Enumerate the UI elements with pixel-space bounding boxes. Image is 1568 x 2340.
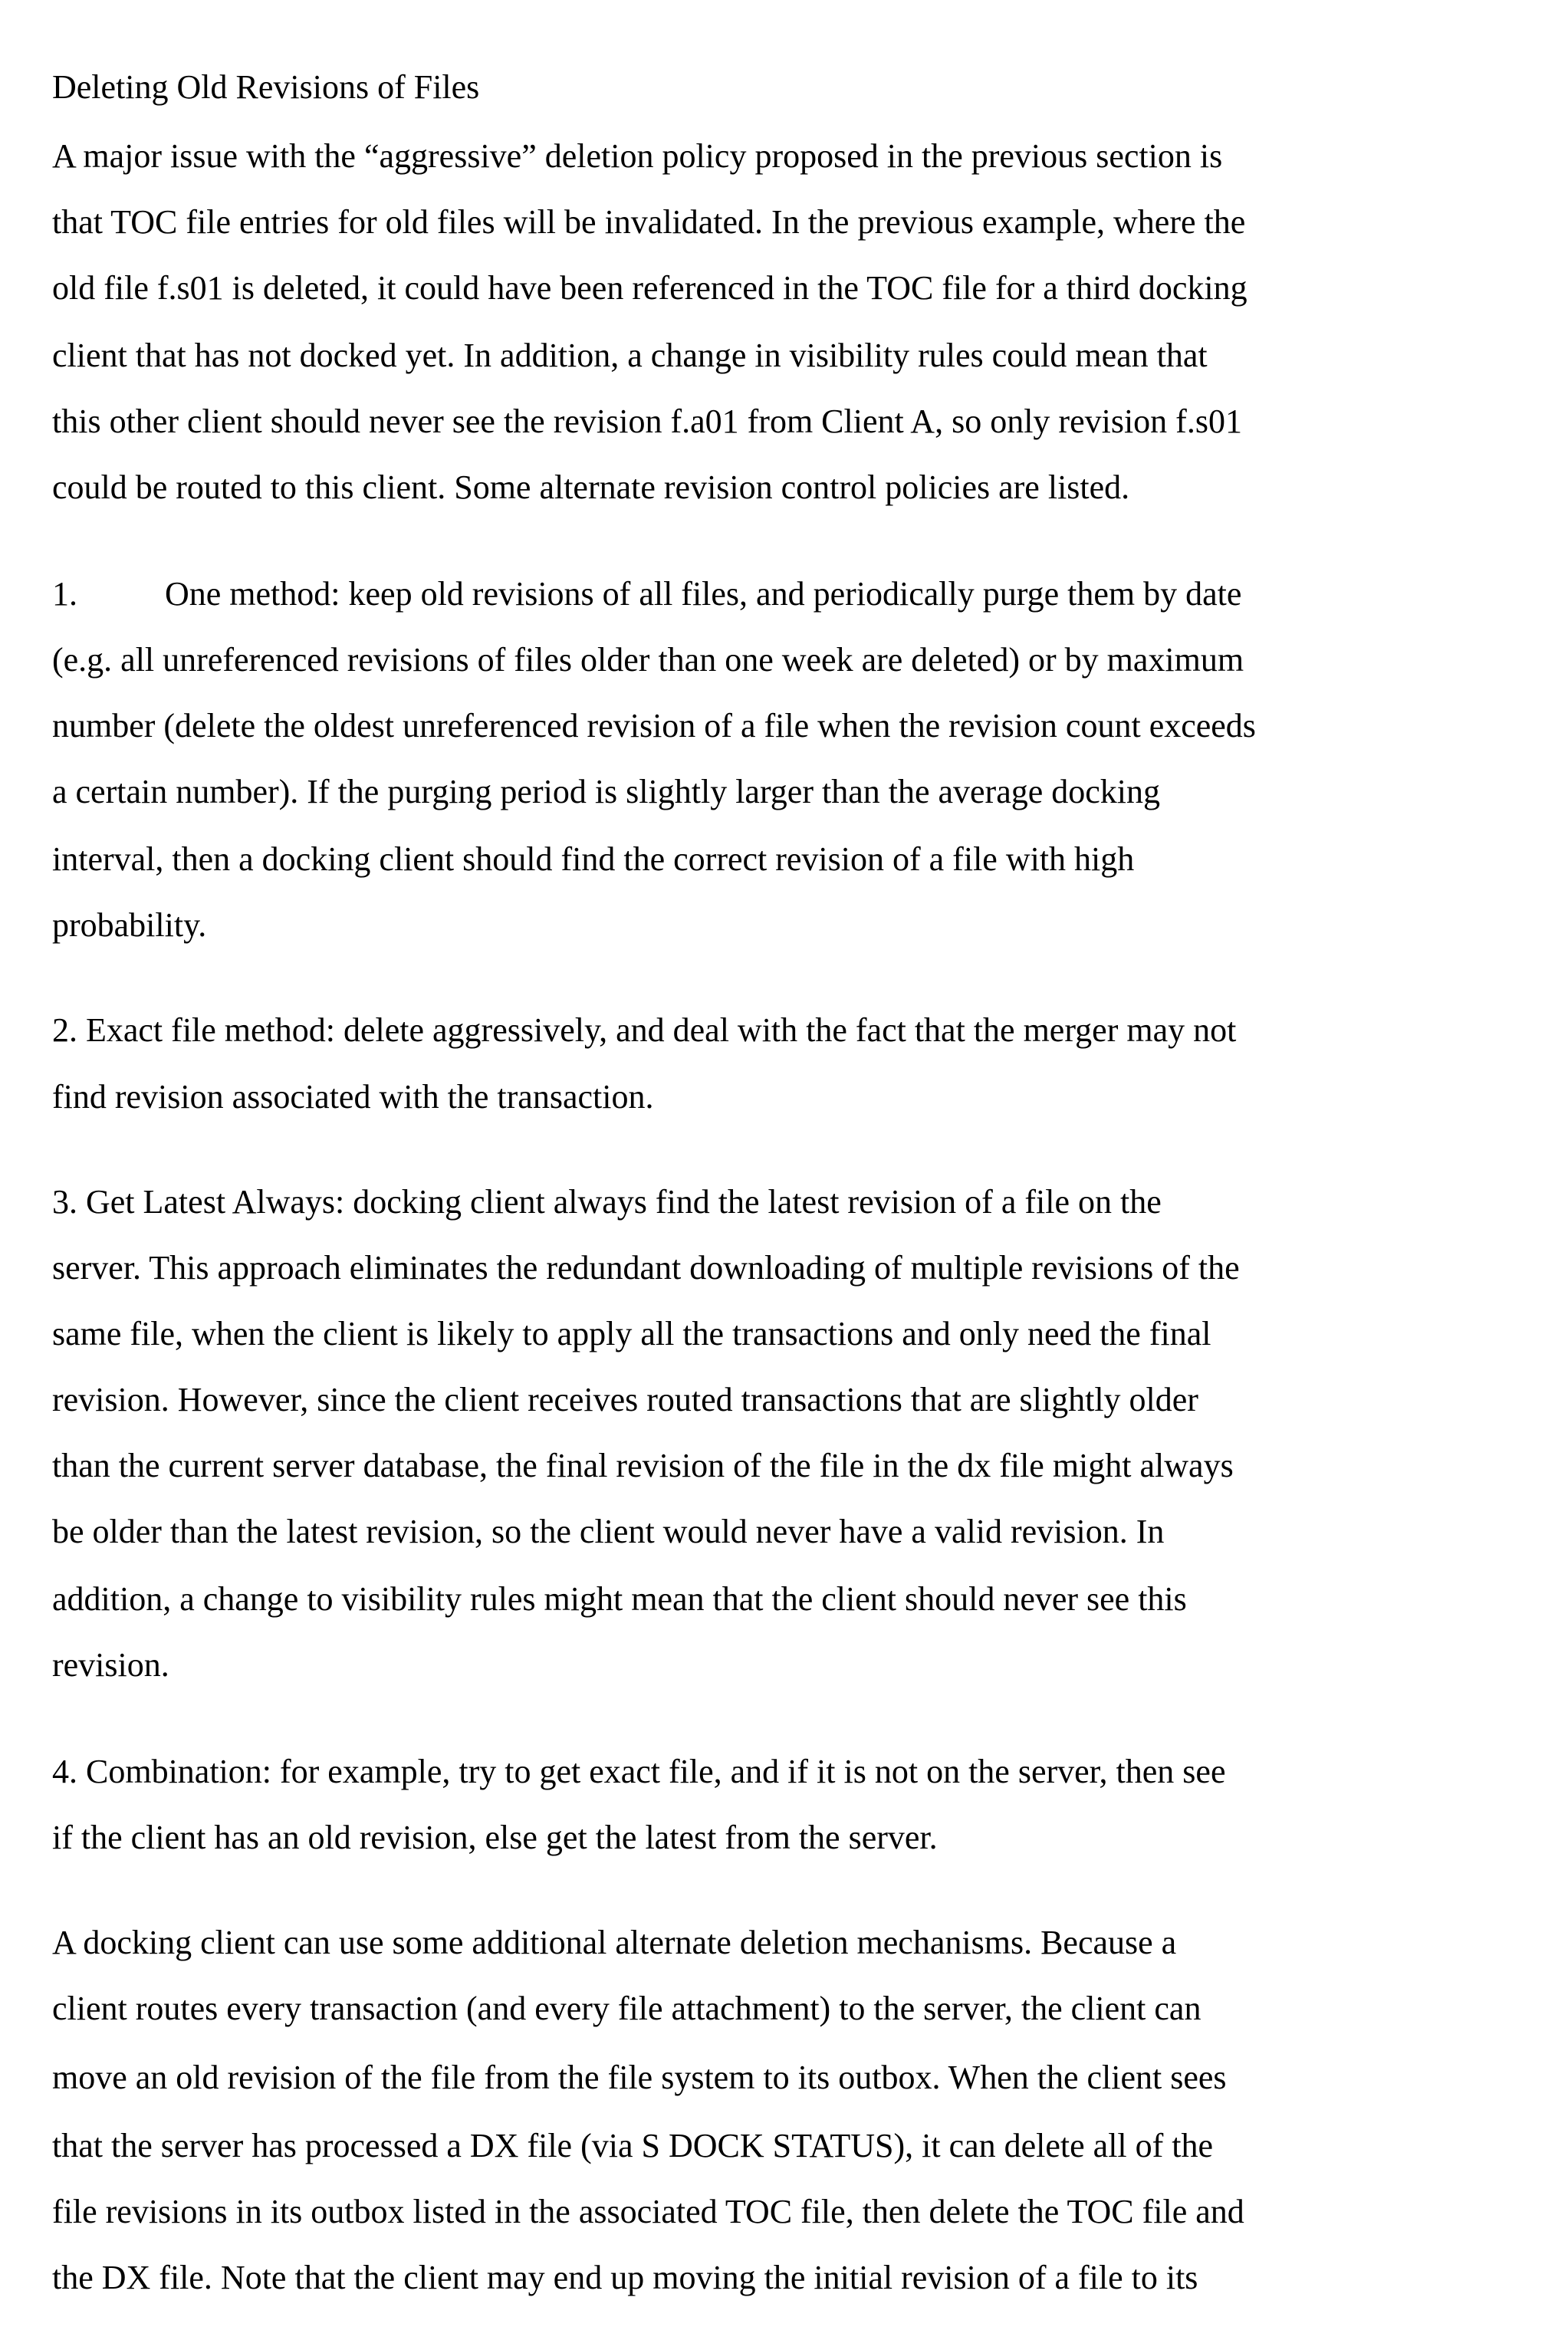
list-item-line: be older than the latest revision, so the client would never have a valid revision. In xyxy=(52,1513,1164,1551)
list-item-line: 2. Exact file method: delete aggressively, and deal with the fact that the merger may not xyxy=(52,1011,1236,1050)
paragraph-line: move an old revision of the file from the file system to its outbox. When the client sees xyxy=(52,2059,1227,2097)
paragraph-line: that TOC file entries for old files will be invalidated. In the previous example, where the xyxy=(52,203,1245,242)
list-item-line: a certain number). If the purging period is slightly larger than the average docking xyxy=(52,773,1160,811)
list-item-line: interval, then a docking client should find the correct revision of a file with high xyxy=(52,840,1134,879)
document-page xyxy=(0,0,1568,2340)
list-item-line: number (delete the oldest unreferenced revision of a file when the revision count exceeds xyxy=(52,707,1256,745)
section-heading: Deleting Old Revisions of Files xyxy=(52,68,479,107)
paragraph-line: A major issue with the “aggressive” deletion policy proposed in the previous section is xyxy=(52,137,1222,176)
paragraph-line: this other client should never see the revision f.a01 from Client A, so only revision f.s01 xyxy=(52,403,1242,441)
paragraph-line: that the server has processed a DX file (via S DOCK STATUS), it can delete all of the xyxy=(52,2127,1213,2165)
list-item-line: if the client has an old revision, else get the latest from the server. xyxy=(52,1819,938,1857)
list-item-line: server. This approach eliminates the redundant downloading of multiple revisions of the xyxy=(52,1249,1240,1287)
list-item-line: revision. xyxy=(52,1646,169,1684)
list-item-line: than the current server database, the final revision of the file in the dx file might always xyxy=(52,1447,1234,1485)
list-item-line: 4. Combination: for example, try to get exact file, and if it is not on the server, then see xyxy=(52,1753,1225,1791)
list-item-line: addition, a change to visibility rules might mean that the client should never see this xyxy=(52,1580,1187,1619)
list-item-line: find revision associated with the transaction. xyxy=(52,1078,653,1116)
paragraph-line: file revisions in its outbox listed in the associated TOC file, then delete the TOC file and xyxy=(52,2193,1244,2231)
list-item-line: 3. Get Latest Always: docking client always find the latest revision of a file on the xyxy=(52,1183,1162,1221)
paragraph-line: client that has not docked yet. In addition, a change in visibility rules could mean that xyxy=(52,337,1208,375)
paragraph-line: the DX file. Note that the client may end up moving the initial revision of a file to its xyxy=(52,2259,1198,2297)
paragraph-line: could be routed to this client. Some alternate revision control policies are listed. xyxy=(52,468,1129,507)
list-item-line: probability. xyxy=(52,906,206,945)
list-number: 1. xyxy=(52,575,77,613)
list-item-line: revision. However, since the client receives routed transactions that are slightly older xyxy=(52,1381,1198,1419)
list-item-line: (e.g. all unreferenced revisions of files older than one week are deleted) or by maximum xyxy=(52,641,1244,679)
paragraph-line: old file f.s01 is deleted, it could have been referenced in the TOC file for a third docking xyxy=(52,269,1247,307)
paragraph-line: A docking client can use some additional alternate deletion mechanisms. Because a xyxy=(52,1924,1176,1962)
list-item-line: same file, when the client is likely to apply all the transactions and only need the final xyxy=(52,1315,1211,1353)
paragraph-line: client routes every transaction (and every file attachment) to the server, the client can xyxy=(52,1990,1201,2028)
list-text: One method: keep old revisions of all files, and periodically purge them by date xyxy=(165,575,1241,613)
